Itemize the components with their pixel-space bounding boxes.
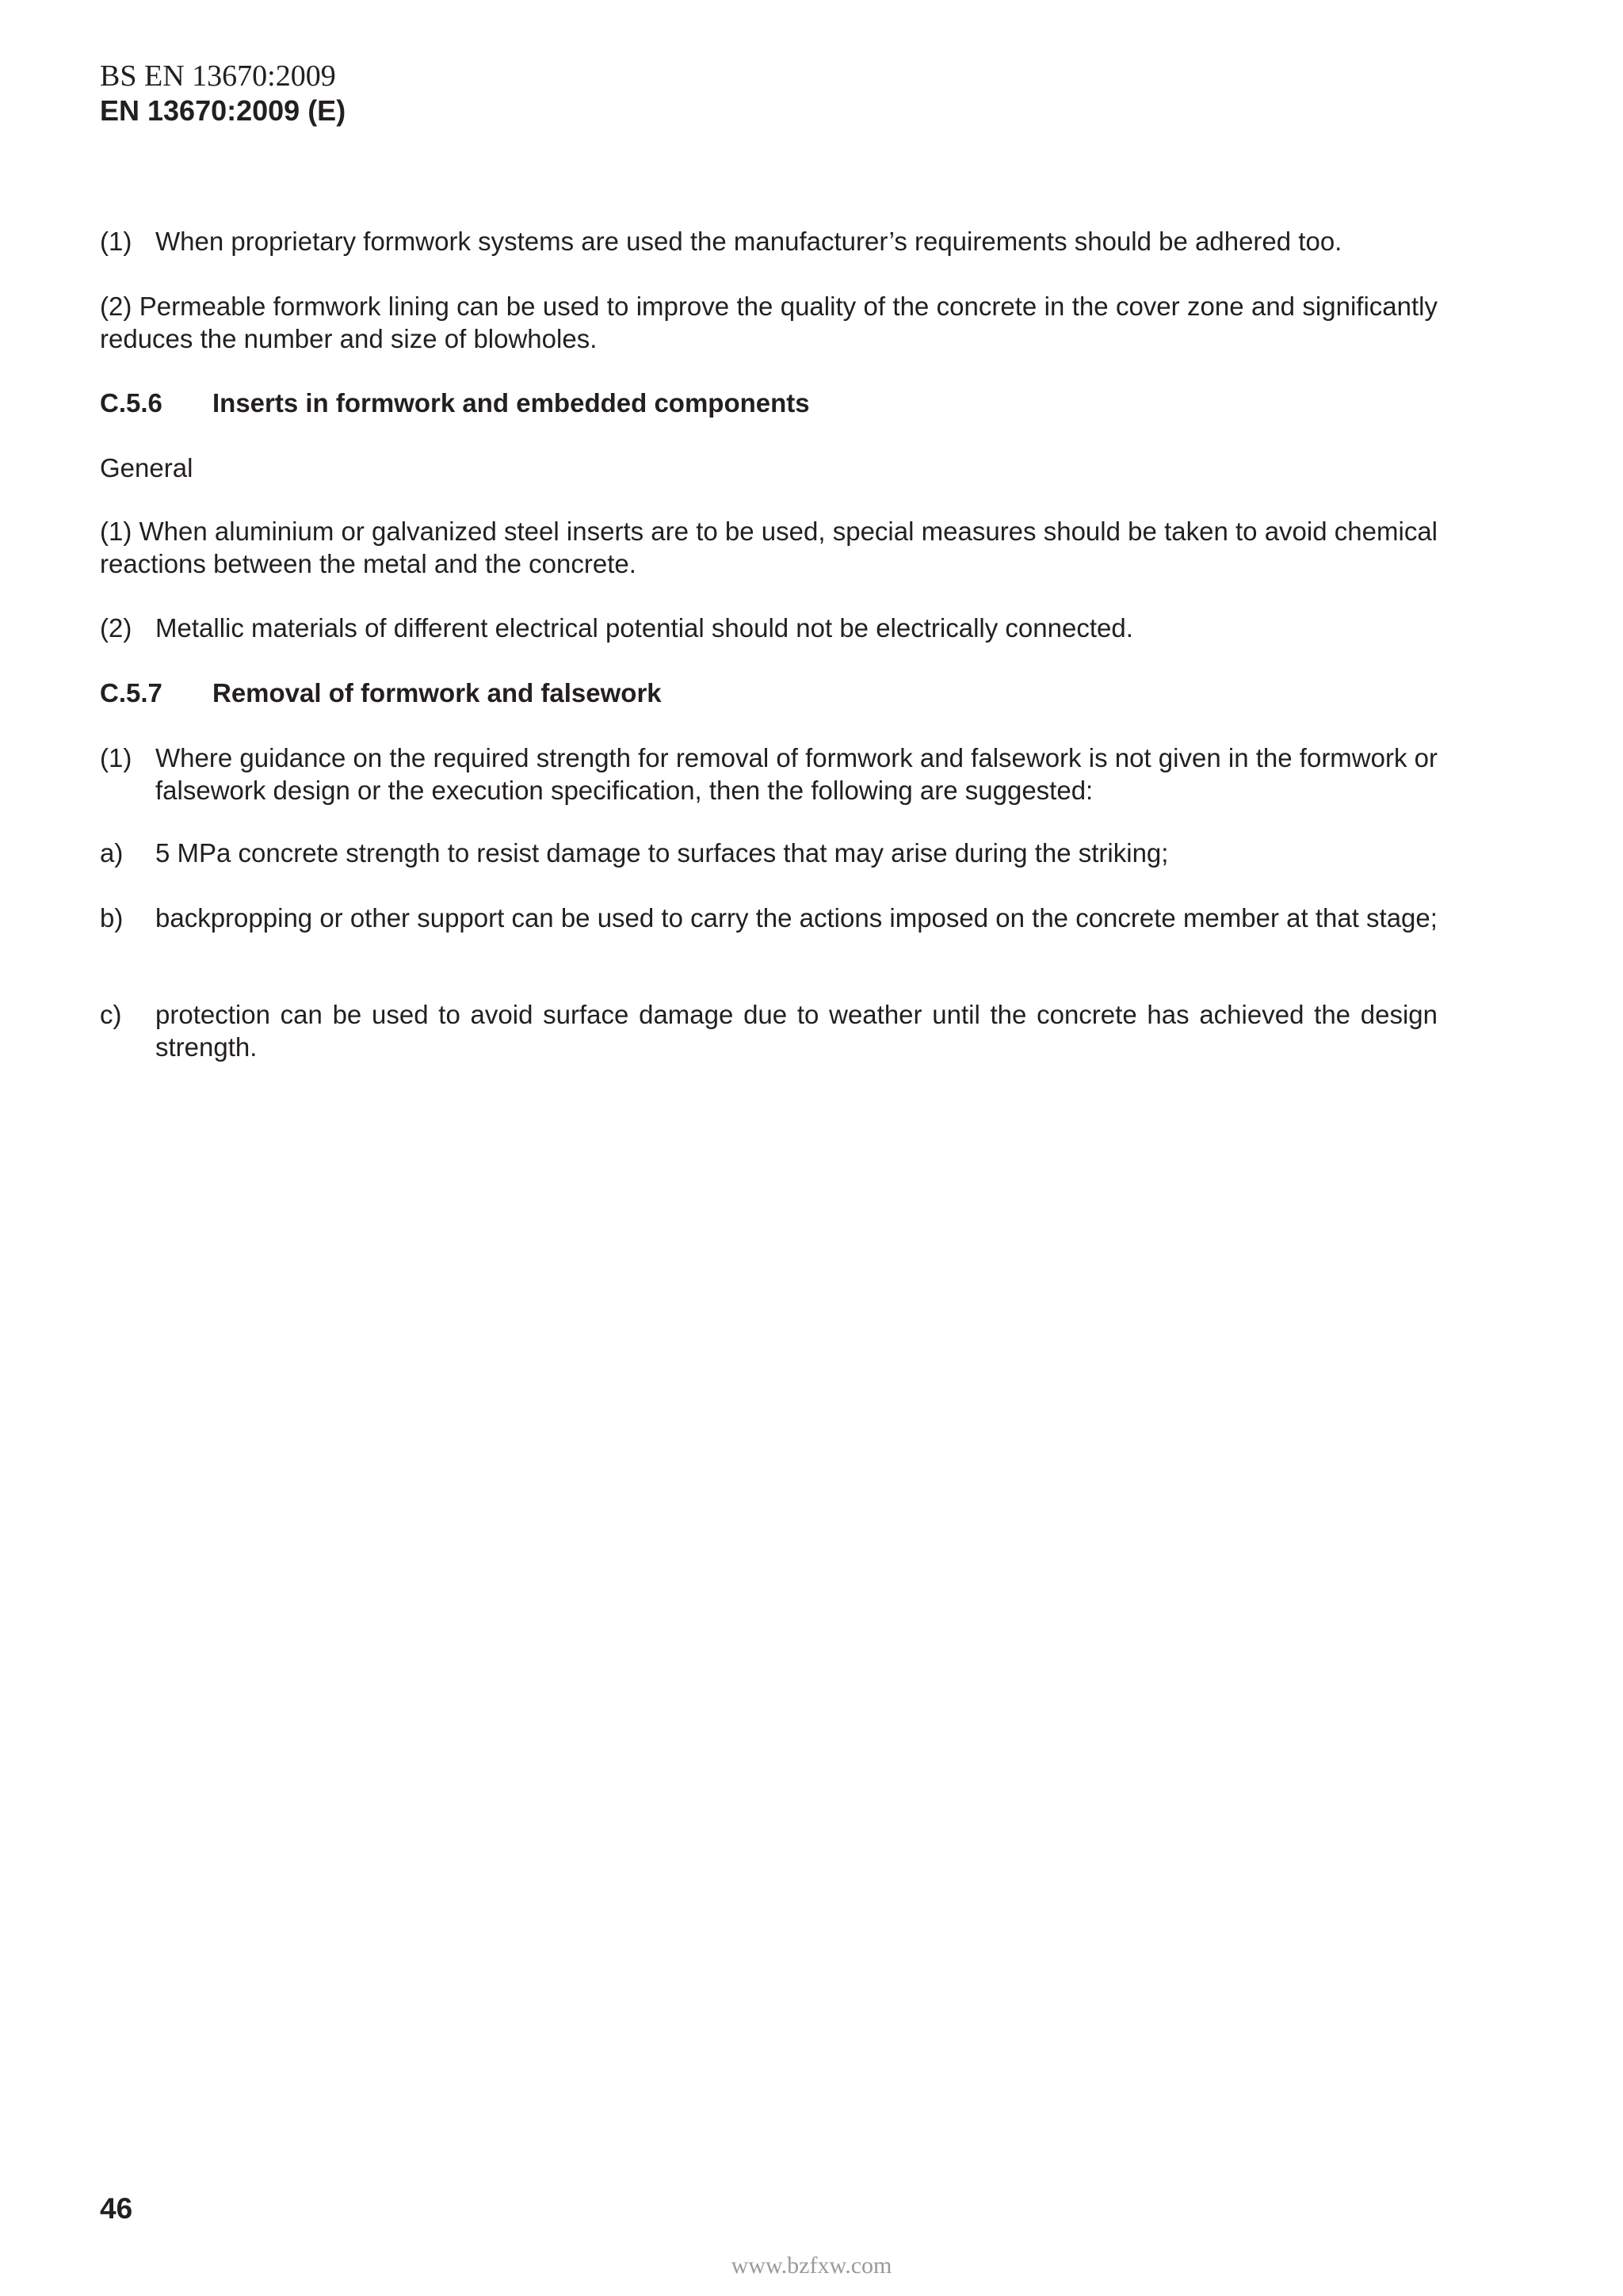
list-label: b): [100, 903, 124, 933]
section-heading-c56: [100, 387, 1438, 419]
item-label: (2): [100, 613, 132, 643]
list-item-a: [100, 837, 1438, 869]
item-label: (1): [100, 227, 132, 256]
item-text: Metallic materials of different electrical potential should not be electrically connected.: [155, 613, 1133, 643]
list-text: 5 MPa concrete strength to resist damage to surfaces that may arise during the striking;: [155, 838, 1169, 868]
item-label: (1): [100, 743, 132, 772]
watermark-url: www.bzfxw.com: [731, 2252, 892, 2279]
list-text: backpropping or other support can be used to carry the actions imposed on the concrete member at that stage;: [155, 903, 1438, 933]
header-standard-bs: BS EN 13670:2009: [100, 59, 336, 93]
c56-item-2: [100, 612, 1438, 644]
subheading-general: General: [100, 453, 193, 482]
list-item-c: [100, 998, 1438, 1063]
section-title: Removal of formwork and falsework: [212, 678, 662, 707]
list-label: a): [100, 838, 124, 868]
section-title: Inserts in formwork and embedded components: [212, 388, 810, 418]
c57-item-1: [100, 742, 1438, 807]
list-label: c): [100, 1000, 122, 1029]
c56-item-1: (1) When aluminium or galvanized steel inserts are to be used, special measures should be taken to avoid chemical reactions between the metal and the concrete.: [100, 517, 1438, 578]
section-number: C.5.6: [100, 388, 162, 418]
item-text: When proprietary formwork systems are used the manufacturer’s requirements should be adhered too.: [155, 227, 1342, 256]
item-text: Where guidance on the required strength for removal of formwork and falsework is not given in the formwork or falsework design or the execution specification, then the following are suggested:: [155, 743, 1438, 805]
header-standard-en: EN 13670:2009 (E): [100, 94, 346, 127]
list-item-b: [100, 902, 1438, 934]
intro-item-1: [100, 225, 1438, 257]
list-text: protection can be used to avoid surface damage due to weather until the concrete has achieved the design strength.: [155, 1000, 1438, 1062]
intro-item-2: (2) Permeable formwork lining can be used to improve the quality of the concrete in the cover zone and significantly reduces the number and size of blowholes.: [100, 292, 1438, 353]
section-heading-c57: [100, 677, 1438, 709]
page-number: 46: [100, 2192, 133, 2225]
section-number: C.5.7: [100, 678, 162, 707]
